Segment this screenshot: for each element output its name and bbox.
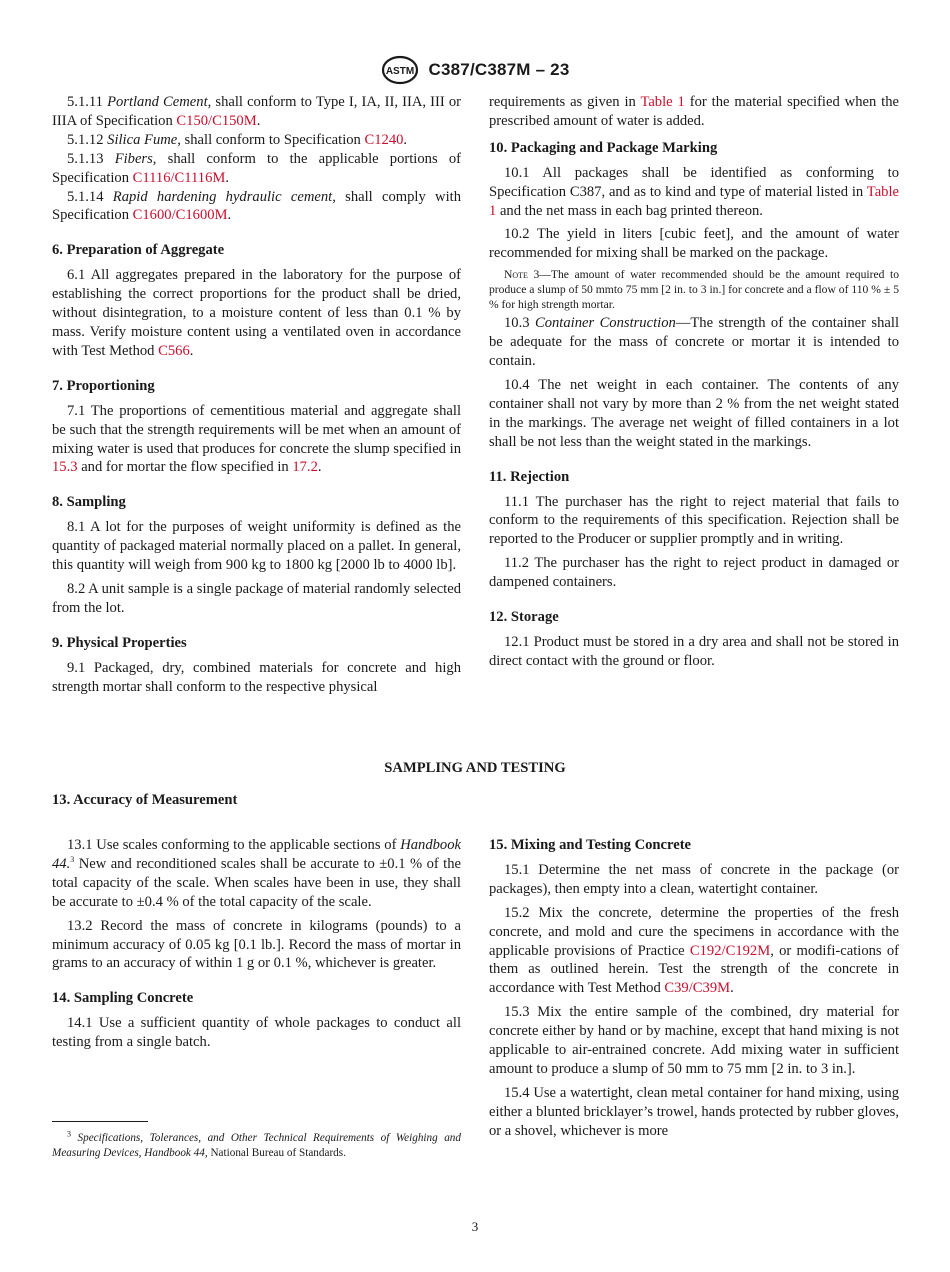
right-column-top — [489, 93, 899, 671]
ref-link[interactable]: C1116/C1116M — [132, 169, 226, 186]
ref-link[interactable]: 15.3 — [52, 459, 78, 476]
heading-section-13: 13. Accuracy of Measurement — [52, 792, 238, 808]
ref-link[interactable]: Table 1 — [489, 183, 899, 219]
paragraph-5-1-14: 5.1.14 Rapid hardening hydraulic cement, shall comply with Specification C1600/C1600M. — [52, 188, 461, 224]
right-column-bottom — [489, 836, 899, 1141]
heading-section-11: 11. Rejection — [489, 468, 570, 485]
paragraph-15-4: 15.4 Use a watertight, clean metal container for hand mixing, using either a blunted bricklayer’s trowel, hands protected by rubber gloves, or a shovel, whichever is more — [489, 1084, 899, 1139]
ref-link[interactable]: C566 — [158, 342, 190, 359]
paragraph-5-1-13: 5.1.13 Fibers, shall conform to the applicable portions of Specification C1116/C1116M. — [52, 150, 461, 186]
heading-section-7: 7. Proportioning — [52, 377, 155, 394]
heading-section-6: 6. Preparation of Aggregate — [52, 242, 225, 259]
paragraph-11-1: 11.1 The purchaser has the right to reject material that fails to conform to the requirements of this specification. Rejection shall be reported to the Producer or supplier promptly and in writing. — [489, 493, 899, 548]
heading-section-15: 15. Mixing and Testing Concrete — [489, 837, 692, 853]
ref-link[interactable]: C150/C150M — [176, 112, 257, 129]
paragraph-6-1: 6.1 All aggregates prepared in the laboratory for the purpose of establishing the correct proportions for the product shall be dried, without disintegration, to a moisture content of less than 0.1 % by mass. Verify moisture content using a ventilated oven in accordance with Test Method C566. — [52, 267, 461, 359]
heading-section-14: 14. Sampling Concrete — [52, 990, 194, 1007]
paragraph-15-1: 15.1 Determine the net mass of concrete in the package (or packages), then empty into a clean, watertight container. — [489, 861, 899, 897]
standard-designation: C387/C387M – 23 — [428, 60, 570, 79]
paragraph-10-1: 10.1 All packages shall be identified as conforming to Specification C387, and as to kind and type of material listed in Table 1 and the net mass in each bag printed thereon. — [489, 164, 899, 219]
paragraph-7-1: 7.1 The proportions of cementitious material and aggregate shall be such that the strength requirements will be met when an amount of mixing water is used that produces for concrete the slump specified in 15.3 and for mortar the flow specified in 17.2. — [52, 402, 461, 476]
paragraph-15-2: 15.2 Mix the concrete, determine the properties of the fresh concrete, and mold and cure the specimens in accordance with the applicable provisions of Practice C192/C192M, or modifi-cations of them as outlined herein. Test the strength of the concrete in accordance with Test Method C39/C39M. — [489, 904, 899, 997]
footnote-divider — [52, 1121, 148, 1122]
paragraph-8-1: 8.1 A lot for the purposes of weight uniformity is defined as the quantity of packaged material normally placed on a pallet. In general, this quantity will weigh from 900 kg to 1800 kg [2000 lb to 4000 lb]. — [52, 519, 461, 574]
paragraph-14-1: 14.1 Use a sufficient quantity of whole packages to conduct all testing from a single batch. — [52, 1015, 461, 1051]
astm-logo-icon — [381, 55, 419, 85]
paragraph-5-1-11: 5.1.11 Portland Cement, shall conform to Type I, IA, II, IIA, III or IIIA of Specification C150/C150M. — [52, 94, 461, 129]
paragraph-15-3: 15.3 Mix the entire sample of the combined, dry material for concrete either by hand or by machine, except that hand mixing is not applicable to air-entrained concrete. Add mixing water in sufficient amount to produce a slump of 50 mm to 75 mm [2 in. to 3 in.]. — [489, 1004, 899, 1077]
ref-link[interactable]: C1240 — [364, 131, 404, 148]
paragraph-8-2: 8.2 A unit sample is a single package of material randomly selected from the lot. — [52, 580, 461, 616]
paragraph-9-1-continued: requirements as given in Table 1 for the material specified when the prescribed amount of water is added. — [489, 94, 899, 129]
heading-section-10: 10. Packaging and Package Marking — [489, 139, 718, 156]
ref-link[interactable]: 17.2 — [292, 459, 318, 476]
left-column-top — [52, 93, 461, 696]
paragraph-11-2: 11.2 The purchaser has the right to reject product in damaged or dampened containers. — [489, 555, 899, 591]
paragraph-5-1-12: 5.1.12 Silica Fume, shall conform to Specification C1240. — [67, 131, 408, 148]
page-number: 3 — [471, 1219, 479, 1234]
heading-section-9: 9. Physical Properties — [52, 634, 187, 651]
paragraph-13-2: 13.2 Record the mass of concrete in kilograms (pounds) to a minimum accuracy of 0.05 kg [0.1 lb.]. Record the mass of mortar in grams to an accuracy of within 1 g or 0.1 %, whichever is greater. — [52, 917, 461, 972]
section-title-sampling-and-testing: SAMPLING AND TESTING — [384, 760, 566, 776]
footnote-3: $^3$ Specifications, Tolerances, and Other Technical Requirements of Weighing and Measuring Devices, Handbook 44, National Bureau of Standards. — [52, 1129, 461, 1159]
page-header — [0, 55, 950, 85]
paragraph-10-3: 10.3 Container Construction—The strength of the container shall be adequate for the mass of concrete or mortar it is intended to contain. — [489, 315, 899, 370]
paragraph-10-4: 10.4 The net weight in each container. The contents of any container shall not vary by more than 2 % from the net weight stated in the markings. The average net weight of filled containers in a lot shall be not less than the weight stated in the markings. — [489, 376, 899, 450]
left-column-bottom — [52, 836, 461, 1052]
paragraph-12-1: 12.1 Product must be stored in a dry area and shall not be stored in direct contact with the ground or floor. — [489, 633, 899, 669]
ref-link[interactable]: C1600/C1600M — [132, 207, 228, 224]
paragraph-9-1: 9.1 Packaged, dry, combined materials for concrete and high strength mortar shall conform to the respective physical — [52, 659, 461, 695]
ref-link[interactable]: Table 1 — [640, 94, 685, 110]
note-3: Note 3—The amount of water recommended should be the amount required to produce a slump of 50 mmto 75 mm [2 in. to 3 in.] for concrete and a flow of 110 % ± 5 % for high strength mortar. — [489, 268, 899, 312]
ref-link[interactable]: C39/C39M — [664, 980, 731, 997]
heading-section-8: 8. Sampling — [52, 494, 126, 511]
paragraph-10-2: 10.2 The yield in liters [cubic feet], and the amount of water recommended for mixing shall be marked on the package. — [489, 226, 899, 262]
svg-text:ASTM: ASTM — [385, 66, 414, 77]
heading-section-12: 12. Storage — [489, 609, 559, 626]
ref-link[interactable]: C192/C192M — [689, 942, 771, 959]
paragraph-13-1: 13.1 Use scales conforming to the applicable sections of Handbook 44.$^3$ New and reconditioned scales shall be accurate to ±0.1 % of the total capacity of the scale. When scales have been in use, they shall be accurate to ±0.4 % of the total capacity of the scale. — [52, 837, 461, 910]
